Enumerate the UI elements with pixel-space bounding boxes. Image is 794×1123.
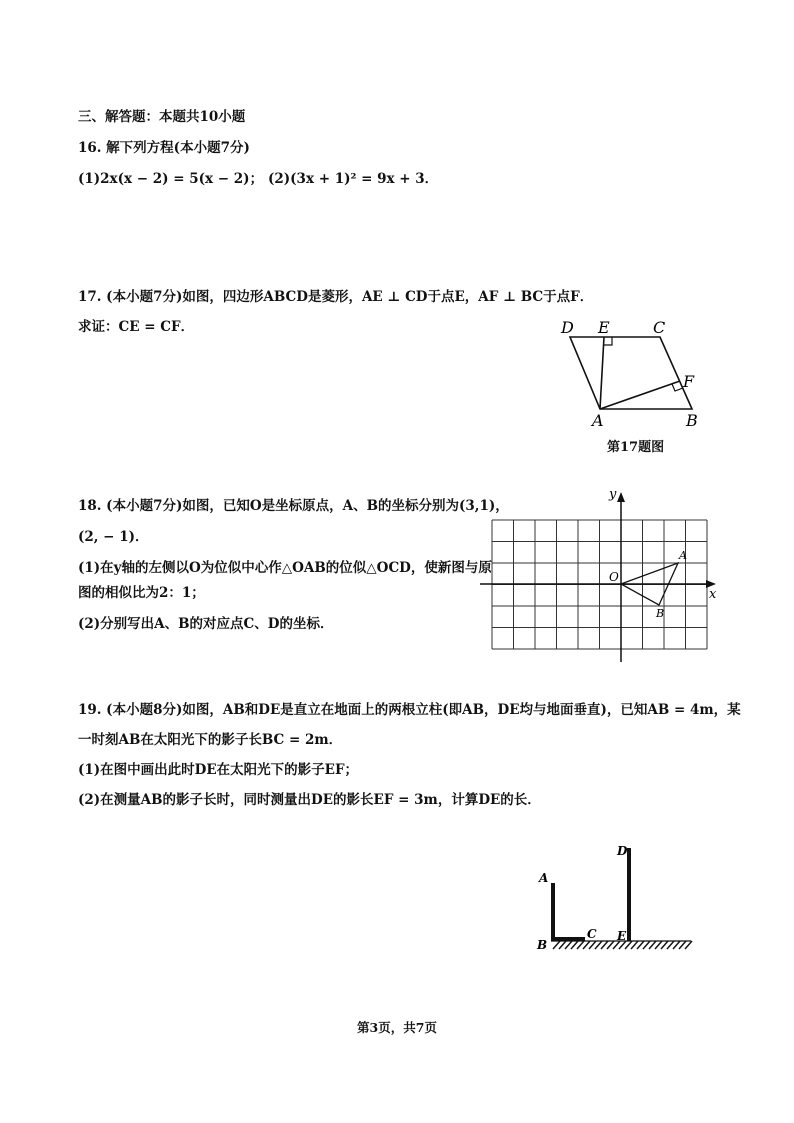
- label-b: B: [656, 607, 665, 620]
- label-d: D: [561, 318, 574, 337]
- label-d: D: [617, 844, 628, 858]
- pillar-ab: [551, 883, 555, 941]
- q18-part1-line1: (1)在y轴的左侧以O为位似中心作△OAB的位似△OCD，使新图与原: [78, 560, 492, 576]
- hatch-stroke: [553, 941, 560, 949]
- hatch-stroke: [595, 941, 602, 949]
- label-c: C: [653, 318, 666, 337]
- hatch-stroke: [673, 941, 680, 949]
- page-footer: 第3页，共7页: [357, 1020, 437, 1035]
- hatch-stroke: [607, 941, 614, 949]
- q18-coordinate-grid: [480, 482, 730, 667]
- q17-prove: 求证：CE = CF．: [78, 319, 195, 335]
- label-y: y: [609, 487, 617, 502]
- hatch-stroke: [589, 941, 596, 949]
- label-e: E: [617, 929, 627, 943]
- y-axis-arrow: [617, 492, 625, 502]
- label-a: A: [679, 549, 687, 562]
- q18-stem-line2: (2, − 1)．: [78, 529, 149, 545]
- label-a: A: [592, 411, 604, 430]
- label-o: O: [609, 570, 619, 584]
- q19-part1: (1)在图中画出此时DE在太阳光下的影子EF；: [78, 762, 359, 778]
- q16-stem: 16. 解下列方程(本小题7分): [78, 140, 250, 156]
- q19-stem-line1: 19. (本小题8分)如图，AB和DE是直立在地面上的两根立柱(即AB，DE均与地面垂直)，已知AB = 4m，某: [78, 702, 741, 718]
- q19-part2: (2)在测量AB的影子长时，同时测量出DE的影长EF = 3m，计算DE的长．: [78, 792, 541, 808]
- q16-part1: (1)2x(x − 2) = 5(x − 2)；: [78, 171, 264, 187]
- hatch-stroke: [577, 941, 584, 949]
- pillar-de: [627, 848, 631, 941]
- hatch-stroke: [679, 941, 686, 949]
- hatch-stroke: [685, 941, 692, 949]
- label-b: B: [537, 938, 548, 952]
- hatch-stroke: [655, 941, 662, 949]
- label-a: A: [539, 871, 549, 885]
- q17-stem: 17. (本小题7分)如图，四边形ABCD是菱形，AE ⊥ CD于点E，AF ⊥ BC于点F．: [78, 289, 594, 305]
- q19-stem-line2: 一时刻AB在太阳光下的影子长BC = 2m．: [78, 732, 343, 748]
- right-angle-e: [604, 337, 612, 345]
- hatch-stroke: [631, 941, 638, 949]
- label-c: C: [587, 927, 597, 941]
- hatch-stroke: [565, 941, 572, 949]
- q18-part1-line2: 图的相似比为2：1；: [78, 585, 205, 601]
- hatch-stroke: [661, 941, 668, 949]
- section-title: 三、解答题：本题共10小题: [78, 109, 246, 125]
- segment-af: [600, 381, 680, 409]
- label-e: E: [598, 318, 610, 337]
- hatch-stroke: [667, 941, 674, 949]
- q17-caption: 第17题图: [607, 440, 665, 455]
- hatch-stroke: [583, 941, 590, 949]
- label-b: B: [686, 411, 698, 430]
- hatch-stroke: [643, 941, 650, 949]
- q19-pillars-figure: [533, 838, 698, 958]
- hatch-stroke: [637, 941, 644, 949]
- hatch-stroke: [601, 941, 608, 949]
- hatch-stroke: [571, 941, 578, 949]
- shadow-bc: [551, 937, 585, 941]
- label-f: F: [683, 372, 695, 391]
- q16-part2: (2)(3x + 1)² = 9x + 3．: [268, 171, 439, 187]
- hatch-stroke: [649, 941, 656, 949]
- hatch-stroke: [559, 941, 566, 949]
- q17-rhombus-figure: [555, 315, 715, 435]
- q18-part2: (2)分别写出A、B的对应点C、D的坐标．: [78, 616, 334, 632]
- label-x: x: [709, 587, 717, 602]
- segment-ae: [600, 337, 604, 409]
- q18-stem-line1: 18. (本小题7分)如图，已知O是坐标原点，A、B的坐标分别为(3,1)，: [78, 498, 509, 514]
